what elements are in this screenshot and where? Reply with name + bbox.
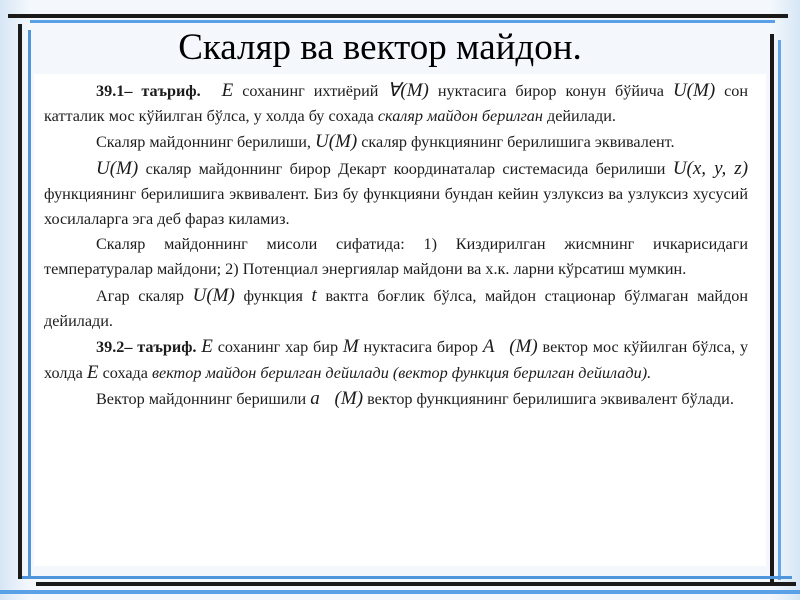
frame-bar: [778, 40, 781, 580]
frame-bar: [22, 576, 792, 579]
paragraph-examples: Скаляр майдоннинг мисоли сифатида: 1) Киздирилган жисмнинг ичкарисидаги температуралар майдони; 2) Потенциал энергиялар майдони ва х.к. ларни кўрсатиш мумкин.: [44, 235, 748, 279]
frame-bar: [18, 24, 22, 579]
paragraph-scalar-equivalence: Скаляр майдоннинг берилиши, U(M) скаляр функциянинг берилишига эквивалент.: [96, 131, 675, 153]
slide-title: Скаляр ва вектор майдон.: [178, 27, 582, 68]
definition-39-1: 39.1– таъриф. E соханинг ихтиёрий ∀(M) нуктасига бирор конун бўйича U(M) сон катталик мос кўйилган бўлса, у холда бу сохада скаляр майдон берилган дейилади.: [44, 80, 749, 126]
text-panel: [34, 74, 766, 566]
frame-bar: [770, 34, 774, 584]
frame-bar: [36, 582, 796, 586]
paragraph-vector-equivalence: Вектор майдоннинг беришили a⃗(M) вектор функциянинг берилишига эквивалент бўлади.: [96, 388, 734, 410]
paragraph-cartesian: U(M) скаляр майдоннинг бирор Декарт координаталар системасида берилиши U(x, y, z) функциянинг берилишига эквивалент. Биз бу функцияни бундан кейин узлуксиз ва узлуксиз хусусий хосилаларга эга деб фараз киламиз.: [44, 157, 749, 229]
definition-39-2: 39.2– таъриф. E соханинг хар бир M нуктасига бирор A⃗(M) вектор мос кўйилган бўлса, у холда E сохада вектор майдон берилган дейилади (вектор функция берилган дейилади).: [44, 336, 749, 384]
frame-bar: [0, 590, 800, 594]
frame-bar: [28, 30, 31, 578]
paragraph-nonstationary: Агар скаляр U(M) функция t вактга боғлик бўлса, майдон стационар бўлмаган майдон дейилади.: [44, 284, 749, 330]
frame-bar: [8, 14, 788, 18]
frame-bar: [30, 20, 775, 23]
